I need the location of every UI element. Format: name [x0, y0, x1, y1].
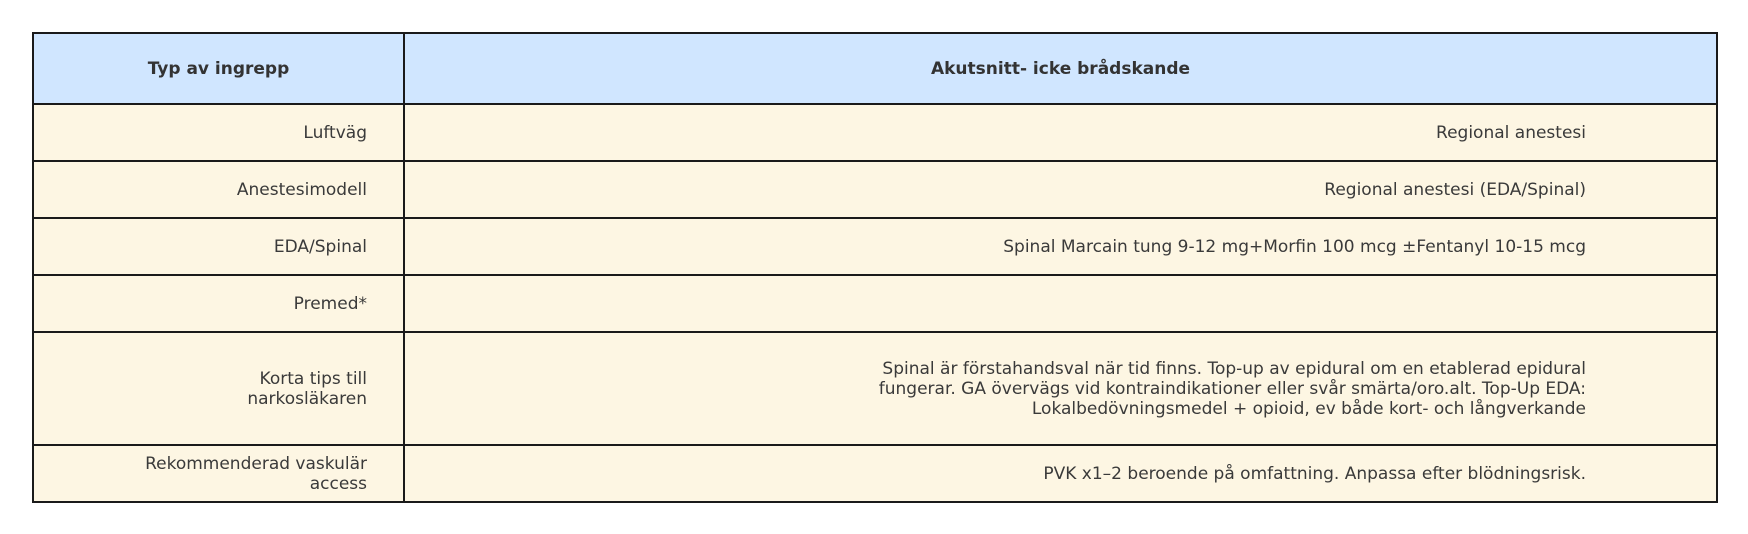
row-value-text: Spinal är förstahandsval när tid finns. Top-up av epidural om en etablerad epidural fungerar. GA övervägs vid kontraindikationer eller svår smärta/oro.alt. Top-Up EDA: Lokalbedövningsmedel + opioid, ev både kort- och långverkande — [878, 358, 1586, 419]
row-label-text: Anestesimodell — [236, 179, 367, 200]
table-row — [33, 104, 1717, 161]
table-row — [33, 445, 1717, 502]
row-value-tips — [404, 332, 1717, 445]
row-value-text: Regional anestesi (EDA/Spinal) — [1324, 179, 1586, 200]
table-row — [33, 332, 1717, 445]
table-row — [33, 161, 1717, 218]
header-procedure-name: Akutsnitt- icke brådskande — [404, 33, 1717, 104]
row-label-anesthesia-model — [33, 161, 404, 218]
row-value-premed — [404, 275, 1717, 332]
row-value-vascular-access — [404, 445, 1717, 502]
row-value-airway — [404, 104, 1717, 161]
row-value-text: Spinal Marcain tung 9-12 mg+Morfin 100 mcg ±Fentanyl 10-15 mcg — [1003, 236, 1586, 257]
table-row — [33, 275, 1717, 332]
row-label-vascular-access — [33, 445, 404, 502]
row-label-tips — [33, 332, 404, 445]
row-label-text: Korta tips till narkosläkaren — [247, 368, 367, 409]
row-value-anesthesia-model — [404, 161, 1717, 218]
row-value-eda-spinal — [404, 218, 1717, 275]
row-label-text: Luftväg — [303, 122, 367, 143]
row-value-text: PVK x1–2 beroende på omfattning. Anpassa efter blödningsrisk. — [1043, 463, 1586, 484]
row-label-premed — [33, 275, 404, 332]
row-value-text: Regional anestesi — [1436, 122, 1586, 143]
row-label-text: EDA/Spinal — [273, 236, 367, 257]
procedure-table — [32, 32, 1718, 503]
row-label-airway — [33, 104, 404, 161]
table-header-row — [33, 33, 1717, 104]
table-row — [33, 218, 1717, 275]
header-procedure-type: Typ av ingrepp — [33, 33, 404, 104]
row-label-eda-spinal — [33, 218, 404, 275]
row-label-text: Premed* — [293, 293, 367, 314]
row-label-text: Rekommenderad vaskulär access — [145, 453, 367, 494]
